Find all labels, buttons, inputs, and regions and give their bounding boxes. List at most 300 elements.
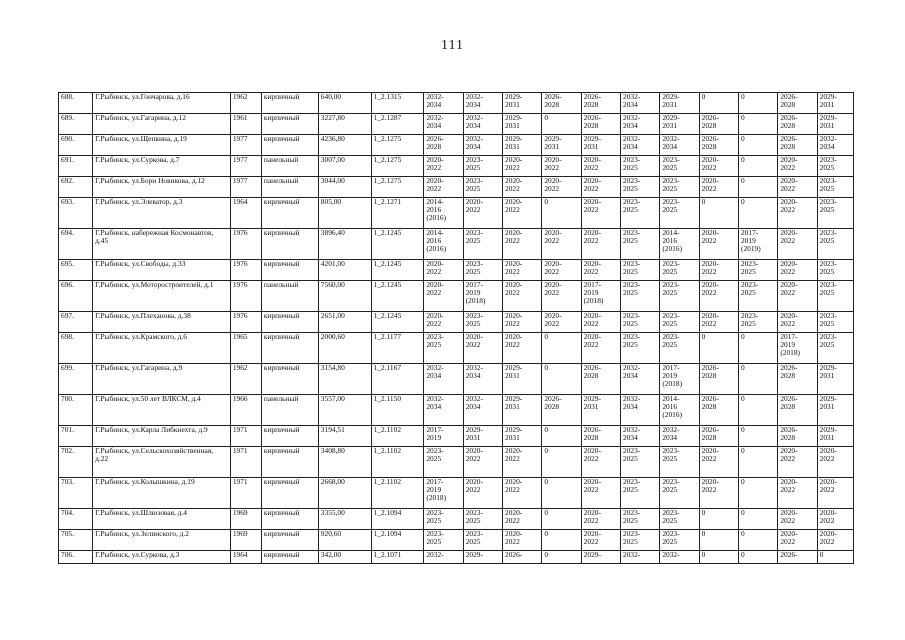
year-cell: 1969 (230, 530, 261, 551)
period-cell: 2026- 2028 (542, 93, 581, 114)
period-cell: 2020- 2022 (424, 156, 463, 177)
table-row (59, 135, 854, 156)
period-cell: 2032- 2034 (621, 364, 660, 395)
period-cell: 2020- 2022 (699, 156, 738, 177)
period-cell: 2026- 2028 (699, 114, 738, 135)
period-cell: 0 (738, 156, 777, 177)
period-cell: 2023- 2025 (463, 509, 502, 530)
period-cell: 2029- (463, 551, 502, 564)
period-cell: 2023- 2025 (660, 333, 699, 364)
period-cell: 0 (699, 509, 738, 530)
area-cell: 3896,40 (318, 229, 371, 260)
period-cell: 2020- 2022 (542, 281, 581, 312)
period-cell: 2023- 2025 (621, 530, 660, 551)
table-row (59, 198, 854, 229)
wall-material-cell: кирпичный (261, 229, 318, 260)
period-cell: 0 (699, 551, 738, 564)
code-cell: 1_2.1287 (371, 114, 424, 135)
period-cell: 2029- (581, 551, 620, 564)
year-cell: 1966 (230, 395, 261, 426)
area-cell: 7560,00 (318, 281, 371, 312)
year-cell: 1971 (230, 478, 261, 509)
wall-material-cell: кирпичный (261, 530, 318, 551)
period-cell: 2023- 2025 (817, 156, 853, 177)
period-cell: 2026- 2028 (699, 426, 738, 447)
period-cell: 2020- 2022 (778, 260, 817, 281)
period-cell: 0 (542, 364, 581, 395)
period-cell: 2029- 2031 (581, 395, 620, 426)
row-number-cell: 703. (59, 478, 93, 509)
code-cell: 1_2.1245 (371, 281, 424, 312)
period-cell: 2014- 2016 (2016) (660, 395, 699, 426)
period-cell: 2026- 2028 (778, 395, 817, 426)
period-cell: 2020- 2022 (542, 177, 581, 198)
period-cell: 2023- 2025 (424, 333, 463, 364)
year-cell: 1969 (230, 509, 261, 530)
period-cell: 2023- 2025 (817, 229, 853, 260)
row-number-cell: 704. (59, 509, 93, 530)
period-cell: 2023- 2025 (817, 177, 853, 198)
table-row (59, 509, 854, 530)
year-cell: 1964 (230, 198, 261, 229)
year-cell: 1971 (230, 426, 261, 447)
code-cell: 1_2.1275 (371, 135, 424, 156)
period-cell: 2020- 2022 (463, 333, 502, 364)
year-cell: 1962 (230, 93, 261, 114)
period-cell: 0 (738, 333, 777, 364)
wall-material-cell: кирпичный (261, 93, 318, 114)
period-cell: 2020- 2022 (778, 177, 817, 198)
period-cell: 2020- 2022 (778, 447, 817, 478)
area-cell: 3044,00 (318, 177, 371, 198)
period-cell: 2026- 2028 (542, 395, 581, 426)
row-number-cell: 706. (59, 551, 93, 564)
period-cell: 2032- (660, 551, 699, 564)
period-cell: 2023- 2025 (621, 260, 660, 281)
row-number-cell: 691. (59, 156, 93, 177)
period-cell: 2032- (621, 551, 660, 564)
period-cell: 0 (738, 93, 777, 114)
period-cell: 0 (738, 198, 777, 229)
period-cell: 0 (542, 426, 581, 447)
code-cell: 1_2.1102 (371, 426, 424, 447)
period-cell: 2026- (778, 551, 817, 564)
period-cell: 2020- 2022 (503, 478, 542, 509)
period-cell: 2029- 2031 (503, 364, 542, 395)
wall-material-cell: кирпичный (261, 198, 318, 229)
period-cell: 2029- 2031 (660, 93, 699, 114)
address-cell: Г.Рыбинск, ул.Щепкина, д.19 (93, 135, 231, 156)
period-cell: 0 (738, 395, 777, 426)
period-cell: 0 (542, 333, 581, 364)
area-cell: 2668,00 (318, 478, 371, 509)
period-cell: 2032- 2034 (621, 93, 660, 114)
row-number-cell: 690. (59, 135, 93, 156)
table-row (59, 426, 854, 447)
table-row (59, 551, 854, 564)
period-cell: 2020- 2022 (463, 478, 502, 509)
year-cell: 1976 (230, 260, 261, 281)
period-cell: 2020- 2022 (463, 447, 502, 478)
period-cell: 2023- 2025 (621, 177, 660, 198)
period-cell: 2020- 2022 (424, 312, 463, 333)
period-cell: 2026- 2028 (699, 364, 738, 395)
area-cell: 3557,00 (318, 395, 371, 426)
period-cell: 2023- 2025 (621, 156, 660, 177)
period-cell: 2026- 2028 (778, 364, 817, 395)
table-row (59, 114, 854, 135)
wall-material-cell: кирпичный (261, 509, 318, 530)
wall-material-cell: кирпичный (261, 333, 318, 364)
wall-material-cell: панельный (261, 395, 318, 426)
period-cell: 0 (738, 478, 777, 509)
period-cell: 2020- 2022 (699, 447, 738, 478)
period-cell: 2014- 2016 (2016) (660, 229, 699, 260)
period-cell: 2023- 2025 (621, 447, 660, 478)
period-cell: 2029- 2031 (503, 114, 542, 135)
period-cell: 2023- 2025 (621, 229, 660, 260)
period-cell: 0 (738, 426, 777, 447)
row-number-cell: 701. (59, 426, 93, 447)
year-cell: 1976 (230, 229, 261, 260)
period-cell: 2026- (503, 551, 542, 564)
period-cell: 2023- 2025 (660, 198, 699, 229)
row-number-cell: 693. (59, 198, 93, 229)
address-cell: Г.Рыбинск, ул.Гагарина, д.9 (93, 364, 231, 395)
code-cell: 1_2.1275 (371, 177, 424, 198)
code-cell: 1_2.1245 (371, 312, 424, 333)
area-cell: 920,60 (318, 530, 371, 551)
table-row (59, 93, 854, 114)
period-cell: 2020- 2022 (503, 229, 542, 260)
period-cell: 2020- 2022 (581, 478, 620, 509)
period-cell: 2017- 2019 (2019) (738, 229, 777, 260)
wall-material-cell: кирпичный (261, 447, 318, 478)
address-cell: Г.Рыбинск, ул.Крамского, д.6 (93, 333, 231, 364)
period-cell: 2023- 2025 (621, 312, 660, 333)
wall-material-cell: кирпичный (261, 135, 318, 156)
period-cell: 2020- 2022 (542, 229, 581, 260)
area-cell: 3007,00 (318, 156, 371, 177)
period-cell: 2029- 2031 (581, 135, 620, 156)
code-cell: 1_2.1177 (371, 333, 424, 364)
period-cell: 0 (699, 333, 738, 364)
area-cell: 4201,00 (318, 260, 371, 281)
period-cell: 2032- 2034 (463, 114, 502, 135)
period-cell: 2023- 2025 (660, 312, 699, 333)
period-cell: 2029- 2031 (817, 114, 853, 135)
area-cell: 3227,80 (318, 114, 371, 135)
period-cell: 2026- 2028 (778, 93, 817, 114)
area-cell: 640,00 (318, 93, 371, 114)
wall-material-cell: панельный (261, 156, 318, 177)
row-number-cell: 702. (59, 447, 93, 478)
wall-material-cell: кирпичный (261, 551, 318, 564)
area-cell: 342,00 (318, 551, 371, 564)
period-cell: 2020- 2022 (581, 447, 620, 478)
period-cell: 2020- 2022 (581, 312, 620, 333)
period-cell: 2023- 2025 (424, 509, 463, 530)
period-cell: 2026- 2028 (778, 426, 817, 447)
period-cell: 2023- 2025 (463, 312, 502, 333)
period-cell: 0 (542, 114, 581, 135)
period-cell: 2014- 2016 (2016) (424, 198, 463, 229)
period-cell: 2032- 2034 (463, 395, 502, 426)
period-cell: 0 (542, 551, 581, 564)
address-cell: Г.Рыбинск, ул.Карла Либкнехта, д.9 (93, 426, 231, 447)
period-cell: 2020- 2022 (778, 281, 817, 312)
page-number: 111 (441, 38, 464, 53)
period-cell: 2032- 2034 (424, 364, 463, 395)
period-cell: 2032- 2034 (621, 114, 660, 135)
period-cell: 2023- 2025 (424, 447, 463, 478)
period-cell: 2020- 2022 (463, 198, 502, 229)
period-cell: 2023- 2025 (463, 260, 502, 281)
period-cell: 2020- 2022 (699, 312, 738, 333)
wall-material-cell: панельный (261, 177, 318, 198)
code-cell: 1_2.1271 (371, 198, 424, 229)
period-cell: 2023- 2025 (817, 312, 853, 333)
period-cell: 2020- 2022 (778, 312, 817, 333)
period-cell: 2029- 2031 (503, 135, 542, 156)
address-cell: Г.Рыбинск, ул.Зелинского, д.2 (93, 530, 231, 551)
area-cell: 3194,51 (318, 426, 371, 447)
period-cell: 2020- 2022 (581, 156, 620, 177)
period-cell: 0 (542, 478, 581, 509)
period-cell: 2020- 2022 (817, 478, 853, 509)
table-row (59, 478, 854, 509)
year-cell: 1976 (230, 312, 261, 333)
address-cell: Г.Рыбинск, ул.Моторостроителей, д.1 (93, 281, 231, 312)
wall-material-cell: кирпичный (261, 114, 318, 135)
period-cell: 2020- 2022 (503, 530, 542, 551)
period-cell: 0 (542, 509, 581, 530)
year-cell: 1961 (230, 114, 261, 135)
period-cell: 2017- 2019 (2018) (581, 281, 620, 312)
code-cell: 1_2.1094 (371, 509, 424, 530)
period-cell: 2026- 2028 (778, 135, 817, 156)
code-cell: 1_2.1102 (371, 478, 424, 509)
period-cell: 0 (738, 447, 777, 478)
year-cell: 1977 (230, 177, 261, 198)
period-cell: 2023- 2025 (817, 198, 853, 229)
period-cell: 2020- 2022 (503, 447, 542, 478)
period-cell: 2020- 2022 (778, 156, 817, 177)
period-cell: 2020- 2022 (778, 509, 817, 530)
code-cell: 1_2.1315 (371, 93, 424, 114)
period-cell: 2029- 2031 (503, 93, 542, 114)
area-cell: 3355,00 (318, 509, 371, 530)
period-cell: 2017- 2019 (2018) (778, 333, 817, 364)
row-number-cell: 692. (59, 177, 93, 198)
period-cell: 2020- 2022 (778, 478, 817, 509)
address-cell: Г.Рыбинск, ул.Элеватор, д.3 (93, 198, 231, 229)
period-cell: 2014- 2016 (2016) (424, 229, 463, 260)
period-cell: 2023- 2025 (817, 260, 853, 281)
period-cell: 0 (738, 530, 777, 551)
period-cell: 2020- 2022 (503, 281, 542, 312)
period-cell: 2023- 2025 (463, 229, 502, 260)
period-cell: 2026- 2028 (699, 135, 738, 156)
period-cell: 0 (738, 114, 777, 135)
period-cell: 0 (699, 530, 738, 551)
period-cell: 2032- 2034 (660, 426, 699, 447)
row-number-cell: 689. (59, 114, 93, 135)
area-cell: 3154,80 (318, 364, 371, 395)
address-cell: Г.Рыбинск, ул.Бори Новикова, д.12 (93, 177, 231, 198)
period-cell: 2023- 2025 (660, 156, 699, 177)
year-cell: 1977 (230, 156, 261, 177)
table-row (59, 281, 854, 312)
period-cell: 2020- 2022 (699, 229, 738, 260)
period-cell: 2032- 2034 (621, 426, 660, 447)
period-cell: 2032- 2034 (463, 364, 502, 395)
period-cell: 2020- 2022 (581, 333, 620, 364)
period-cell: 2032- 2034 (424, 395, 463, 426)
period-cell: 0 (542, 447, 581, 478)
wall-material-cell: кирпичный (261, 364, 318, 395)
address-cell: Г.Рыбинск, ул.Суркова, д.3 (93, 551, 231, 564)
period-cell: 2023- 2025 (817, 281, 853, 312)
period-cell: 2017- 2019 (424, 426, 463, 447)
code-cell: 1_2.1102 (371, 447, 424, 478)
period-cell: 2020- 2022 (778, 198, 817, 229)
code-cell: 1_2.1071 (371, 551, 424, 564)
period-cell: 2020- 2022 (817, 447, 853, 478)
period-cell: 2026- 2028 (581, 426, 620, 447)
period-cell: 2020- 2022 (699, 177, 738, 198)
period-cell: 2020- 2022 (581, 530, 620, 551)
period-cell: 2020- 2022 (503, 333, 542, 364)
row-number-cell: 696. (59, 281, 93, 312)
period-cell: 2020- 2022 (424, 260, 463, 281)
period-cell: 2020- 2022 (424, 177, 463, 198)
period-cell: 2020- 2022 (581, 260, 620, 281)
period-cell: 2023- 2025 (660, 281, 699, 312)
period-cell: 2020- 2022 (503, 177, 542, 198)
period-cell: 2020- 2022 (778, 229, 817, 260)
period-cell: 2020- 2022 (542, 156, 581, 177)
area-cell: 2651,00 (318, 312, 371, 333)
address-cell: Г.Рыбинск, ул.Колышкина, д.19 (93, 478, 231, 509)
period-cell: 2023- 2025 (621, 509, 660, 530)
period-cell: 2017- 2019 (2018) (463, 281, 502, 312)
row-number-cell: 698. (59, 333, 93, 364)
period-cell: 2023- 2025 (660, 478, 699, 509)
period-cell: 0 (542, 530, 581, 551)
period-cell: 0 (699, 198, 738, 229)
code-cell: 1_2.1245 (371, 260, 424, 281)
period-cell: 2023- 2025 (424, 530, 463, 551)
period-cell: 2032- 2034 (660, 135, 699, 156)
period-cell: 2023- 2025 (817, 333, 853, 364)
code-cell: 1_2.1167 (371, 364, 424, 395)
period-cell: 0 (699, 93, 738, 114)
period-cell: 2029- 2031 (463, 426, 502, 447)
year-cell: 1965 (230, 333, 261, 364)
period-cell: 2023- 2025 (463, 530, 502, 551)
period-cell: 2029- 2031 (817, 364, 853, 395)
address-cell: Г.Рыбинск, набережная Космонавтов, д.45 (93, 229, 231, 260)
period-cell: 2023- 2025 (463, 156, 502, 177)
wall-material-cell: кирпичный (261, 426, 318, 447)
period-cell: 0 (738, 509, 777, 530)
period-cell: 0 (542, 198, 581, 229)
period-cell: 2026- 2028 (424, 135, 463, 156)
period-cell: 2020- 2022 (503, 260, 542, 281)
period-cell: 2023- 2025 (738, 281, 777, 312)
period-cell: 2020- 2022 (503, 509, 542, 530)
period-cell: 2020- 2022 (778, 530, 817, 551)
code-cell: 1_2.1275 (371, 156, 424, 177)
table-row (59, 530, 854, 551)
period-cell: 0 (738, 177, 777, 198)
period-cell: 2032- 2034 (424, 114, 463, 135)
area-cell: 4236,80 (318, 135, 371, 156)
period-cell: 2029- 2031 (503, 395, 542, 426)
table-row (59, 364, 854, 395)
period-cell: 2020- 2022 (542, 312, 581, 333)
housing-register-table (58, 92, 854, 564)
area-cell: 3408,80 (318, 447, 371, 478)
period-cell: 2029- 2031 (817, 426, 853, 447)
table-row (59, 312, 854, 333)
row-number-cell: 695. (59, 260, 93, 281)
period-cell: 2026- 2028 (581, 93, 620, 114)
period-cell: 2020- 2022 (503, 312, 542, 333)
row-number-cell: 699. (59, 364, 93, 395)
period-cell: 2020- 2022 (699, 260, 738, 281)
period-cell: 2029- 2031 (817, 395, 853, 426)
address-cell: Г.Рыбинск, ул.Свободы, д.33 (93, 260, 231, 281)
period-cell: 2032- 2034 (463, 135, 502, 156)
period-cell: 2026- 2028 (699, 395, 738, 426)
period-cell: 2023- 2025 (660, 530, 699, 551)
wall-material-cell: кирпичный (261, 260, 318, 281)
table-row (59, 447, 854, 478)
table-row (59, 229, 854, 260)
period-cell: 2032- 2034 (621, 395, 660, 426)
year-cell: 1964 (230, 551, 261, 564)
period-cell: 2023- 2025 (660, 447, 699, 478)
row-number-cell: 688. (59, 93, 93, 114)
period-cell: 2029- 2031 (660, 114, 699, 135)
year-cell: 1962 (230, 364, 261, 395)
wall-material-cell: кирпичный (261, 478, 318, 509)
period-cell: 2017- 2019 (2018) (660, 364, 699, 395)
table-row (59, 395, 854, 426)
code-cell: 1_2.1245 (371, 229, 424, 260)
period-cell: 2023- 2025 (660, 509, 699, 530)
period-cell: 0 (738, 551, 777, 564)
wall-material-cell: кирпичный (261, 312, 318, 333)
period-cell: 2032- 2034 (463, 93, 502, 114)
period-cell: 2020- 2022 (542, 260, 581, 281)
period-cell: 2020- 2022 (503, 198, 542, 229)
table-row (59, 260, 854, 281)
period-cell: 0 (738, 135, 777, 156)
period-cell: 2026- 2028 (581, 364, 620, 395)
year-cell: 1976 (230, 281, 261, 312)
period-cell: 2020- 2022 (817, 509, 853, 530)
table-row (59, 333, 854, 364)
row-number-cell: 700. (59, 395, 93, 426)
period-cell: 2029- 2031 (503, 426, 542, 447)
area-cell: 2000,60 (318, 333, 371, 364)
period-cell: 2023- 2025 (621, 198, 660, 229)
period-cell: 2023- 2025 (621, 333, 660, 364)
period-cell: 2020- 2022 (817, 530, 853, 551)
